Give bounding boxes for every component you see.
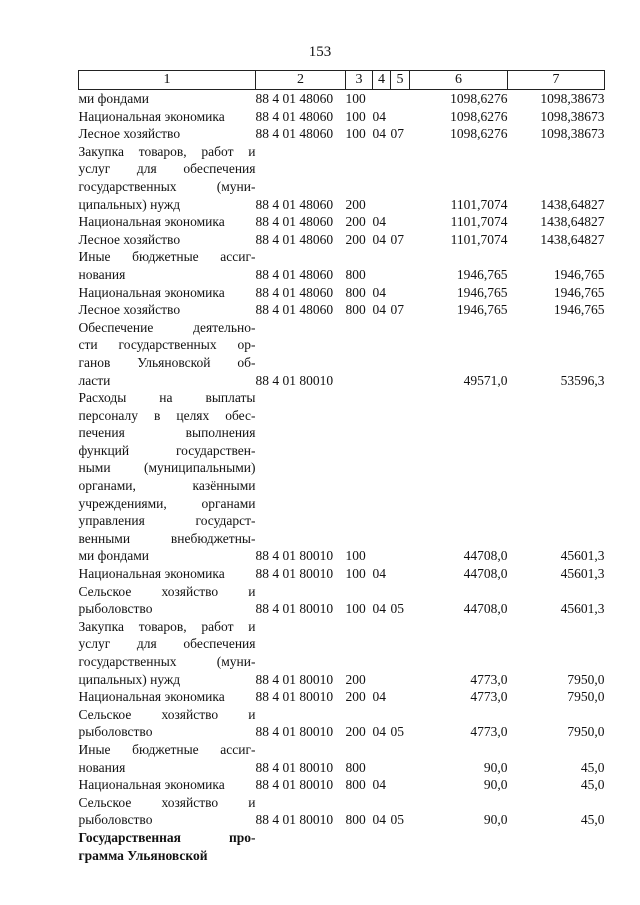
row-value-col7: 1438,64827 — [540, 214, 605, 230]
row-subsection: 05 — [390, 812, 404, 828]
row-code: 88 4 01 80010 — [255, 812, 334, 828]
row-section — [373, 741, 391, 776]
row-expense-type: 100 — [345, 108, 366, 124]
table-row — [79, 108, 605, 126]
row-value-col6: 1946,765 — [456, 284, 508, 300]
row-name-line: Расходы на выплаты — [78, 390, 256, 406]
row-value-col7: 1438,64827 — [540, 231, 605, 247]
row-expense-type: 200 — [345, 689, 366, 705]
row-value-col7: 45,0 — [580, 812, 605, 828]
row-subsection: 07 — [390, 231, 404, 247]
row-subsection — [391, 389, 410, 565]
row-code: 88 4 01 48060 — [255, 231, 334, 247]
row-code: 88 4 01 80010 — [255, 777, 334, 793]
row-subsection: 05 — [390, 601, 404, 617]
row-code: 88 4 01 48060 — [255, 126, 334, 142]
row-code: 88 4 01 80010 — [255, 671, 334, 687]
row-name-line: Иные бюджетные ассиг- — [78, 741, 256, 757]
row-name — [79, 688, 256, 706]
column-header-7: 7 — [508, 71, 605, 90]
row-name-line: Лесное хозяйство — [78, 126, 181, 142]
row-value-col7: 7950,0 — [567, 671, 605, 687]
row-expense-type: 200 — [345, 671, 366, 687]
row-section — [373, 389, 391, 565]
row-expense-type: 200 — [345, 231, 366, 247]
row-value-col6: 1098,6276 — [450, 108, 508, 124]
row-name — [79, 108, 256, 126]
row-expense-type: 800 — [345, 759, 366, 775]
row-code: 88 4 01 48060 — [255, 266, 334, 282]
row-section — [373, 143, 391, 213]
row-value-col6: 44708,0 — [463, 566, 508, 582]
row-name-line: Закупка товаров, работ и — [78, 143, 256, 159]
row-subsection — [391, 213, 410, 231]
row-code: 88 4 01 48060 — [255, 108, 334, 124]
row-subsection — [391, 90, 410, 108]
row-name-line: услуг для обеспечения — [78, 636, 256, 652]
table-row — [79, 389, 605, 565]
row-name — [79, 319, 256, 389]
row-expense-type: 200 — [345, 196, 366, 212]
row-value-col7: 45,0 — [580, 759, 605, 775]
row-name-line: ми фондами — [78, 91, 149, 106]
row-name-line: Национальная экономика — [78, 777, 225, 793]
row-value-col6: 4773,0 — [470, 724, 508, 740]
table-row — [79, 319, 605, 389]
table-row — [79, 794, 605, 829]
row-subsection — [391, 829, 410, 864]
row-expense-type: 800 — [345, 777, 366, 793]
row-code: 88 4 01 48060 — [255, 196, 334, 212]
row-subsection — [391, 284, 410, 302]
row-code: 88 4 01 80010 — [255, 724, 334, 740]
row-name — [79, 389, 256, 565]
row-name-line: Сельское хозяйство и — [78, 794, 256, 810]
column-header-2: 2 — [256, 71, 346, 90]
row-value-col7: 1098,38673 — [540, 91, 605, 106]
row-name — [79, 143, 256, 213]
row-subsection: 05 — [390, 724, 404, 740]
row-name-line: Лесное хозяйство — [78, 231, 181, 247]
table-row — [79, 301, 605, 319]
row-name-line: сти государственных ор- — [78, 337, 256, 353]
row-value-col6: 90,0 — [483, 812, 508, 828]
row-subsection — [391, 688, 410, 706]
row-name-line: ными (муниципальными) — [78, 460, 256, 476]
row-value-col6: 4773,0 — [470, 671, 508, 687]
row-name-line: функций государствен- — [78, 442, 256, 458]
row-name-line: печения выполнения — [78, 425, 256, 441]
row-value-col6: 1101,7074 — [450, 214, 508, 230]
column-header-1: 1 — [79, 71, 256, 90]
row-subsection — [391, 319, 410, 389]
row-name-line: нования — [78, 266, 126, 282]
column-header-5: 5 — [391, 71, 410, 90]
row-name-line: государственных (муни- — [78, 654, 256, 669]
row-code — [256, 829, 346, 864]
row-section: 04 — [372, 126, 386, 142]
row-name — [79, 248, 256, 283]
table-row — [79, 90, 605, 108]
row-expense-type: 100 — [345, 91, 366, 106]
row-section: 04 — [372, 214, 386, 230]
row-name-line: грамма Ульяновской — [78, 847, 208, 863]
row-value-col6: 1098,6276 — [450, 126, 508, 142]
row-name-line: Сельское хозяйство и — [78, 583, 256, 599]
row-expense-type: 800 — [345, 302, 366, 318]
table-row — [79, 618, 605, 688]
row-name-line: государственных (муни- — [78, 178, 256, 194]
row-value-col6: 44708,0 — [463, 548, 508, 564]
row-name-line: рыболовство — [78, 724, 153, 740]
row-section: 04 — [372, 231, 386, 247]
row-name-line: управления государст- — [78, 513, 256, 529]
row-name — [79, 776, 256, 794]
row-section — [373, 829, 391, 864]
row-name-line: ципальных) нужд — [78, 196, 181, 212]
row-name-line: рыболовство — [78, 601, 153, 617]
row-value-col7: 45601,3 — [560, 566, 605, 582]
row-name-line: Иные бюджетные ассиг- — [78, 249, 256, 265]
row-section: 04 — [372, 812, 386, 828]
row-expense-type: 200 — [345, 724, 366, 740]
row-section: 04 — [372, 777, 386, 793]
table-row — [79, 776, 605, 794]
row-code: 88 4 01 48060 — [255, 284, 334, 300]
row-value-col6: 49571,0 — [463, 372, 508, 388]
row-name — [79, 618, 256, 688]
row-section: 04 — [372, 302, 386, 318]
row-name-line: персоналу в целях обес- — [78, 407, 256, 423]
row-name — [79, 741, 256, 776]
row-value-col7: 1946,765 — [553, 266, 605, 282]
row-subsection — [391, 776, 410, 794]
row-value-col7: 7950,0 — [567, 689, 605, 705]
row-subsection: 07 — [390, 302, 404, 318]
row-code: 88 4 01 48060 — [255, 214, 334, 230]
row-subsection — [391, 108, 410, 126]
row-name-line: Национальная экономика — [78, 689, 225, 705]
row-expense-type: 100 — [345, 566, 366, 582]
row-code: 88 4 01 80010 — [255, 548, 334, 564]
row-value-col6: 4773,0 — [470, 689, 508, 705]
table-header-row — [79, 71, 605, 90]
table-row — [79, 125, 605, 143]
row-name — [79, 231, 256, 249]
row-value-col7: 45601,3 — [560, 548, 605, 564]
row-name — [79, 583, 256, 618]
row-name — [79, 706, 256, 741]
row-section — [373, 248, 391, 283]
row-code: 88 4 01 48060 — [255, 91, 334, 106]
row-name-line: Обеспечение деятельно- — [78, 319, 256, 335]
table-row — [79, 213, 605, 231]
row-value-col7: 1098,38673 — [540, 108, 605, 124]
row-expense-type: 800 — [345, 812, 366, 828]
row-section: 04 — [372, 601, 386, 617]
row-value-col7: 53596,3 — [560, 372, 605, 388]
row-name-line: рыболовство — [78, 812, 153, 828]
row-expense-type: 800 — [345, 266, 366, 282]
row-name — [79, 284, 256, 302]
row-name-line: Национальная экономика — [78, 214, 225, 230]
table-row — [79, 741, 605, 776]
row-name-line: венными внебюджетны- — [78, 530, 256, 546]
row-value-col6: 1946,765 — [456, 302, 508, 318]
row-value-col6: 90,0 — [483, 759, 508, 775]
row-section: 04 — [372, 108, 386, 124]
row-section — [373, 90, 391, 108]
row-code: 88 4 01 80010 — [255, 566, 334, 582]
row-name-line: услуг для обеспечения — [78, 161, 256, 177]
row-name — [79, 90, 256, 108]
row-section: 04 — [372, 284, 386, 300]
row-name-line: учреждениями, органами — [78, 495, 256, 511]
row-value-col6 — [410, 829, 508, 864]
row-subsection — [391, 618, 410, 688]
page-number: 153 — [308, 44, 332, 60]
row-name-line: нования — [78, 759, 126, 775]
row-code: 88 4 01 48060 — [255, 302, 334, 318]
row-section: 04 — [372, 566, 386, 582]
row-subsection — [391, 741, 410, 776]
table-row — [79, 248, 605, 283]
row-name-line: ципальных) нужд — [78, 671, 181, 687]
row-name-line: Национальная экономика — [78, 108, 225, 124]
row-value-col6: 1098,6276 — [450, 91, 508, 106]
row-subsection — [391, 143, 410, 213]
row-name-line: Лесное хозяйство — [78, 302, 181, 318]
row-code: 88 4 01 80010 — [255, 601, 334, 617]
row-value-col7: 1438,64827 — [540, 196, 605, 212]
row-name — [79, 125, 256, 143]
row-section — [373, 618, 391, 688]
row-value-col6: 44708,0 — [463, 601, 508, 617]
column-header-4: 4 — [373, 71, 391, 90]
row-section: 04 — [372, 724, 386, 740]
row-expense-type — [346, 829, 373, 864]
table-row — [79, 706, 605, 741]
row-subsection — [391, 565, 410, 583]
row-name-line: Национальная экономика — [78, 566, 225, 582]
row-expense-type: 200 — [345, 214, 366, 230]
table-row — [79, 829, 605, 864]
row-subsection: 07 — [390, 126, 404, 142]
row-expense-type: 100 — [345, 601, 366, 617]
row-value-col6: 90,0 — [483, 777, 508, 793]
row-name-line: ми фондами — [78, 548, 149, 564]
table-row — [79, 565, 605, 583]
row-section: 04 — [372, 689, 386, 705]
row-name-line: ласти — [78, 372, 111, 388]
row-expense-type — [346, 319, 373, 389]
row-name — [79, 565, 256, 583]
row-name-line: органами, казёнными — [78, 478, 256, 494]
row-name-line: Сельское хозяйство и — [78, 706, 256, 722]
row-value-col7: 1946,765 — [553, 284, 605, 300]
row-expense-type: 100 — [345, 126, 366, 142]
column-header-6: 6 — [410, 71, 508, 90]
row-code: 88 4 01 80010 — [255, 759, 334, 775]
row-value-col7: 1946,765 — [553, 302, 605, 318]
table-row — [79, 688, 605, 706]
row-name-line: Национальная экономика — [78, 284, 225, 300]
row-code: 88 4 01 80010 — [255, 689, 334, 705]
table-row — [79, 143, 605, 213]
row-value-col6: 1101,7074 — [450, 231, 508, 247]
row-name-line: Закупка товаров, работ и — [78, 618, 256, 634]
row-value-col7: 1098,38673 — [540, 126, 605, 142]
row-value-col7 — [508, 829, 605, 864]
row-subsection — [391, 248, 410, 283]
row-value-col7: 7950,0 — [567, 724, 605, 740]
row-name — [79, 829, 256, 864]
row-value-col6: 1101,7074 — [450, 196, 508, 212]
budget-table — [78, 70, 605, 864]
row-name-line: ганов Ульяновской об- — [78, 354, 256, 370]
table-row — [79, 231, 605, 249]
row-name-line: Государственная про- — [78, 829, 256, 845]
row-expense-type: 100 — [345, 548, 366, 564]
column-header-3: 3 — [346, 71, 373, 90]
row-value-col7: 45,0 — [580, 777, 605, 793]
row-code: 88 4 01 80010 — [255, 372, 334, 388]
row-name — [79, 213, 256, 231]
table-row — [79, 583, 605, 618]
row-value-col7: 45601,3 — [560, 601, 605, 617]
row-expense-type: 800 — [345, 284, 366, 300]
row-section — [373, 319, 391, 389]
row-name — [79, 794, 256, 829]
row-name — [79, 301, 256, 319]
table-row — [79, 284, 605, 302]
row-value-col6: 1946,765 — [456, 266, 508, 282]
